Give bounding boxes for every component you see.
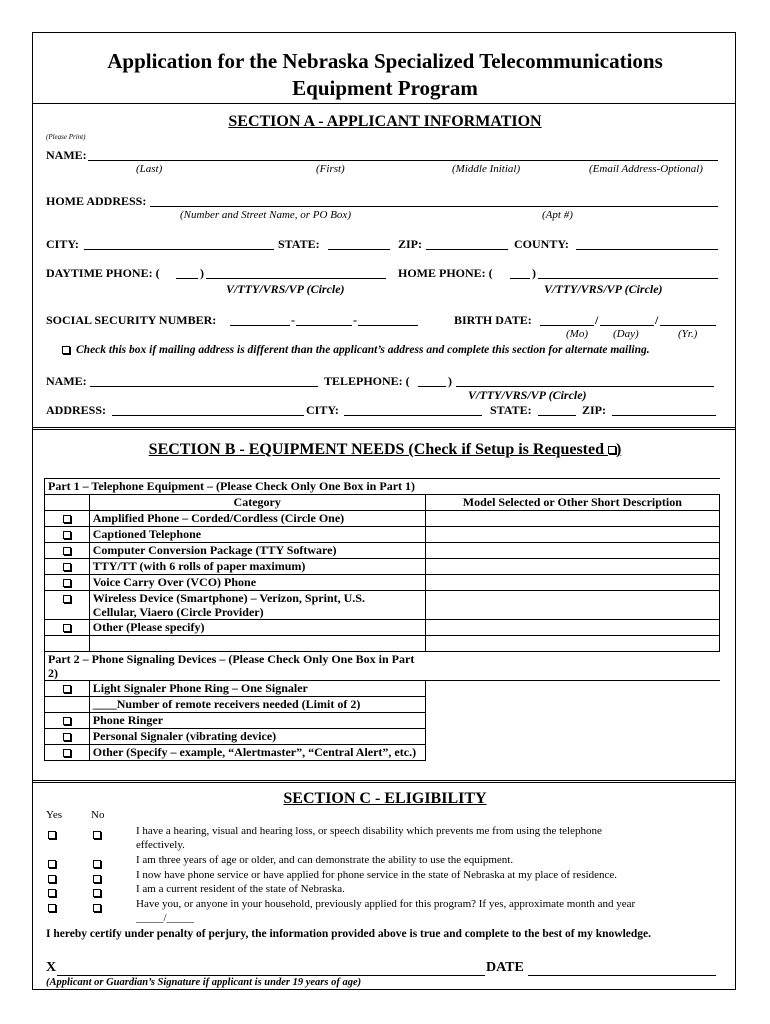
name-label: NAME: bbox=[46, 148, 87, 162]
home-phone-label: HOME PHONE: ( bbox=[398, 266, 493, 280]
hint-middle: (Middle Initial) bbox=[452, 163, 521, 175]
home-address-field[interactable] bbox=[150, 206, 718, 207]
home-phone-field[interactable] bbox=[538, 278, 718, 279]
birth-day-field[interactable] bbox=[600, 325, 654, 326]
table-row bbox=[45, 697, 720, 713]
ssn-label: SOCIAL SECURITY NUMBER: bbox=[46, 313, 217, 327]
elig-no-checkbox-5[interactable] bbox=[93, 899, 101, 917]
vco-phone-checkbox[interactable] bbox=[63, 579, 71, 587]
wireless-line2: Cellular, Viaero (Circle Provider) bbox=[92, 605, 264, 619]
alt-mailing-checkbox[interactable] bbox=[62, 346, 70, 354]
alt-state-label: STATE: bbox=[490, 403, 532, 417]
elig-yes-checkbox-5[interactable] bbox=[48, 899, 56, 917]
hint-last: (Last) bbox=[136, 163, 163, 175]
please-print-note: (Please Print) bbox=[46, 133, 86, 141]
no-header: No bbox=[91, 809, 105, 821]
elig-yes-checkbox-1[interactable] bbox=[48, 826, 56, 844]
alt-address-label: ADDRESS: bbox=[46, 403, 107, 417]
other-spec-field[interactable] bbox=[89, 636, 425, 652]
item-label: Light Signaler Phone Ring – One Signaler bbox=[89, 681, 425, 697]
hint-mo: (Mo) bbox=[566, 328, 588, 340]
home-area-code-field[interactable] bbox=[510, 278, 530, 279]
date-label: DATE bbox=[486, 960, 524, 975]
table-row bbox=[45, 745, 720, 761]
name-field[interactable] bbox=[88, 160, 718, 161]
section-c-heading: SECTION C - ELIGIBILITY bbox=[283, 790, 487, 807]
signature-field[interactable] bbox=[57, 975, 485, 976]
table-row bbox=[45, 527, 720, 543]
phone-ringer-checkbox[interactable] bbox=[63, 717, 71, 725]
alt-telephone-paren: ) bbox=[448, 374, 452, 388]
wireless-device-checkbox[interactable] bbox=[63, 595, 71, 603]
elig-item-1-cont: effectively. bbox=[136, 839, 185, 851]
section-b-divider bbox=[33, 780, 735, 783]
daytime-area-code-field[interactable] bbox=[176, 278, 198, 279]
item-label: Other (Specify – example, “Alertmaster”, “Central Alert”, etc.) bbox=[89, 745, 425, 761]
ssn-part3-field[interactable] bbox=[358, 325, 418, 326]
alt-mailing-row bbox=[62, 344, 650, 356]
other-equipment-checkbox[interactable] bbox=[63, 624, 71, 632]
table-row bbox=[45, 729, 720, 745]
item-label: Personal Signaler (vibrating device) bbox=[89, 729, 425, 745]
birth-month-field[interactable] bbox=[540, 325, 594, 326]
table-row bbox=[45, 591, 720, 620]
section-b-heading bbox=[0, 441, 770, 459]
city-label: CITY: bbox=[46, 237, 79, 251]
elig-item-3: I now have phone service or have applied for phone service in the state of Nebraska at my place of residence. bbox=[136, 869, 618, 881]
amplified-phone-checkbox[interactable] bbox=[63, 515, 71, 523]
county-label: COUNTY: bbox=[514, 237, 569, 251]
model-field[interactable] bbox=[425, 527, 719, 543]
equipment-table bbox=[44, 478, 720, 761]
table-header-row bbox=[45, 495, 720, 511]
ssn-part2-field[interactable] bbox=[296, 325, 352, 326]
home-phone-mode[interactable]: V/TTY/VRS/VP (Circle) bbox=[544, 282, 663, 296]
item-label: Amplified Phone – Corded/Cordless (Circle One) bbox=[89, 511, 425, 527]
daytime-phone-label: DAYTIME PHONE: ( bbox=[46, 266, 160, 280]
model-field[interactable] bbox=[425, 591, 719, 620]
alt-zip-field[interactable] bbox=[612, 415, 716, 416]
city-field[interactable] bbox=[84, 249, 274, 250]
daytime-phone-field[interactable] bbox=[206, 278, 386, 279]
personal-signaler-checkbox[interactable] bbox=[63, 733, 71, 741]
alt-address-field[interactable] bbox=[112, 415, 304, 416]
item-label: Computer Conversion Package (TTY Software) bbox=[89, 543, 425, 559]
setup-requested-checkbox[interactable] bbox=[608, 446, 616, 454]
model-field[interactable] bbox=[425, 559, 719, 575]
item-label: Captioned Telephone bbox=[89, 527, 425, 543]
form-title-line1: Application for the Nebraska Specialized Telecommunications bbox=[107, 49, 663, 73]
yes-header: Yes bbox=[46, 809, 63, 821]
alt-city-field[interactable] bbox=[344, 415, 482, 416]
form-title-line2: Equipment Program bbox=[292, 76, 478, 100]
alt-name-label: NAME: bbox=[46, 374, 87, 388]
section-a-divider bbox=[33, 427, 735, 430]
part1-title: Part 1 – Telephone Equipment – (Please Check Only One Box in Part 1) bbox=[45, 479, 720, 495]
elig-item-5: Have you, or anyone in your household, previously applied for this program? If yes, approximate month and year bbox=[136, 898, 636, 910]
certify-statement: I hereby certify under penalty of perjury, the information provided above is true and complete to the best of my knowledge. bbox=[46, 928, 651, 940]
item-label: Phone Ringer bbox=[89, 713, 425, 729]
model-field[interactable] bbox=[425, 636, 719, 652]
light-signaler-checkbox[interactable] bbox=[63, 685, 71, 693]
alt-phone-mode[interactable]: V/TTY/VRS/VP (Circle) bbox=[468, 388, 587, 402]
signature-x: X bbox=[46, 960, 57, 975]
computer-conversion-checkbox[interactable] bbox=[63, 547, 71, 555]
blank-row bbox=[45, 636, 720, 652]
state-label: STATE: bbox=[278, 237, 320, 251]
wireless-line1: Wireless Device (Smartphone) – Verizon, Sprint, U.S. bbox=[92, 591, 365, 605]
birth-sep-1: / bbox=[595, 313, 599, 327]
alt-state-field[interactable] bbox=[538, 415, 576, 416]
alt-area-code-field[interactable] bbox=[418, 386, 446, 387]
model-field[interactable] bbox=[425, 543, 719, 559]
table-row bbox=[45, 511, 720, 527]
birth-year-field[interactable] bbox=[660, 325, 716, 326]
section-b-heading-text: SECTION B - EQUIPMENT NEEDS (Check if Setup is Requested bbox=[148, 441, 604, 458]
state-field[interactable] bbox=[328, 249, 390, 250]
title-divider bbox=[33, 103, 735, 104]
hint-apt: (Apt #) bbox=[542, 209, 573, 221]
hint-day: (Day) bbox=[613, 328, 639, 340]
daytime-phone-paren: ) bbox=[200, 266, 204, 280]
elig-item-1: I have a hearing, visual and hearing loss, or speech disability which prevents me from using the telephone bbox=[136, 825, 602, 837]
alt-telephone-label: TELEPHONE: ( bbox=[324, 374, 410, 388]
ssn-sep-1: - bbox=[291, 313, 295, 327]
birth-sep-2: / bbox=[655, 313, 659, 327]
prior-application-date-field[interactable]: _____/_____ bbox=[136, 912, 195, 924]
col-model-header: Model Selected or Other Short Description bbox=[425, 495, 719, 511]
hint-email: (Email Address-Optional) bbox=[589, 163, 703, 175]
zip-label: ZIP: bbox=[398, 237, 422, 251]
home-phone-paren: ) bbox=[532, 266, 536, 280]
ssn-sep-2: - bbox=[353, 313, 357, 327]
other-signaler-checkbox[interactable] bbox=[63, 749, 71, 757]
col-category-header: Category bbox=[89, 495, 425, 511]
tty-tt-checkbox[interactable] bbox=[63, 563, 71, 571]
model-field[interactable] bbox=[425, 620, 719, 636]
signature-hint: (Applicant or Guardian’s Signature if applicant is under 19 years of age) bbox=[46, 977, 362, 988]
model-field[interactable] bbox=[425, 575, 719, 591]
model-field[interactable] bbox=[425, 511, 719, 527]
section-a-heading: SECTION A - APPLICANT INFORMATION bbox=[228, 113, 542, 130]
table-row bbox=[45, 681, 720, 697]
remote-receivers-label: ____Number of remote receivers needed (Limit of 2) bbox=[89, 697, 425, 713]
daytime-phone-mode[interactable]: V/TTY/VRS/VP (Circle) bbox=[226, 282, 345, 296]
county-field[interactable] bbox=[576, 249, 718, 250]
hint-street: (Number and Street Name, or PO Box) bbox=[180, 209, 351, 221]
item-label: Voice Carry Over (VCO) Phone bbox=[89, 575, 425, 591]
alt-mailing-note: Check this box if mailing address is different than the applicant’s address and complete this section for alternate mailing. bbox=[76, 344, 650, 356]
item-label: TTY/TT (with 6 rolls of paper maximum) bbox=[89, 559, 425, 575]
alt-telephone-field[interactable] bbox=[456, 386, 714, 387]
elig-item-2: I am three years of age or older, and can demonstrate the ability to use the equipment. bbox=[136, 854, 514, 866]
captioned-telephone-checkbox[interactable] bbox=[63, 531, 71, 539]
alt-name-field[interactable] bbox=[90, 386, 318, 387]
table-row bbox=[45, 620, 720, 636]
birth-date-label: BIRTH DATE: bbox=[454, 313, 532, 327]
ssn-part1-field[interactable] bbox=[230, 325, 290, 326]
part2-title-row bbox=[45, 652, 720, 681]
alt-city-label: CITY: bbox=[306, 403, 339, 417]
date-field[interactable] bbox=[528, 975, 716, 976]
item-label bbox=[89, 591, 425, 620]
table-row bbox=[45, 543, 720, 559]
table-row bbox=[45, 559, 720, 575]
part2-title: Part 2 – Phone Signaling Devices – (Please Check Only One Box in Part 2) bbox=[45, 652, 426, 681]
elig-no-checkbox-1[interactable] bbox=[93, 826, 101, 844]
table-row bbox=[45, 575, 720, 591]
item-label: Other (Please specify) bbox=[89, 620, 425, 636]
hint-yr: (Yr.) bbox=[678, 328, 698, 340]
elig-item-4: I am a current resident of the state of Nebraska. bbox=[136, 883, 345, 895]
hint-first: (First) bbox=[316, 163, 345, 175]
part1-title-row bbox=[45, 479, 720, 495]
home-address-label: HOME ADDRESS: bbox=[46, 194, 147, 208]
table-row bbox=[45, 713, 720, 729]
zip-field[interactable] bbox=[426, 249, 508, 250]
alt-zip-label: ZIP: bbox=[582, 403, 606, 417]
section-b-heading-close: ) bbox=[616, 441, 622, 458]
